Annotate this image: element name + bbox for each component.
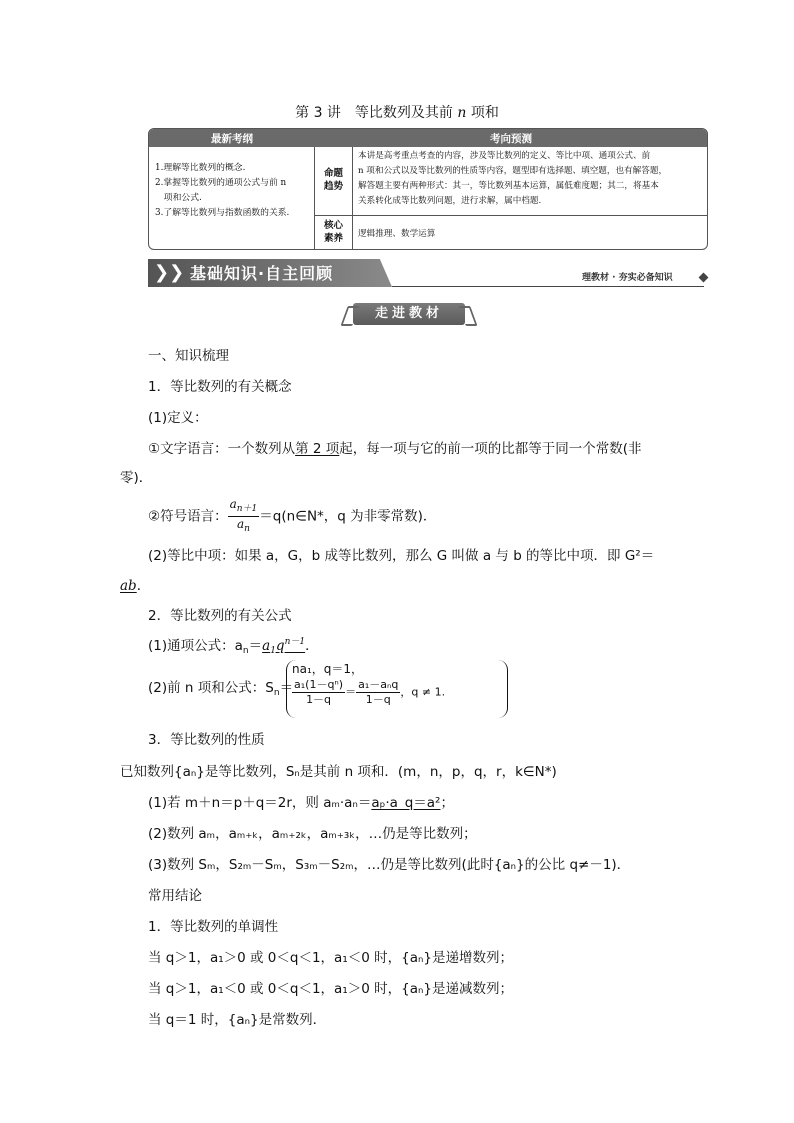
property-intro: 已知数列{aₙ}是等比数列，Sₙ是其前 n 项和．(m，n，p，q，r，k∈N*) xyxy=(120,764,557,780)
heading-common: 常用结论 xyxy=(148,888,202,904)
trend-label: 命题趋势 xyxy=(315,147,353,215)
sum-formula: (2)前 n 项和公式：$S_n=$ xyxy=(148,680,294,698)
trend-line: 解答题主要有两种形式：其一，等比数列基本运算，属低难度题；其二，将基本 xyxy=(358,181,659,191)
monotonic-heading: 1．等比数列的单调性 xyxy=(148,919,279,935)
sum-case-1: na₁，q＝1， xyxy=(292,662,364,676)
section-badge: 走进教材 xyxy=(353,303,465,325)
requirements-list xyxy=(149,147,315,250)
property-3: (3)数列 Sₘ，S₂ₘ－Sₘ，S₃ₘ－S₂ₘ，…仍是等比数列(此时{aₙ}的公比 q≠－1)． xyxy=(148,857,631,873)
text-language: ①文字语言：一个数列从第 2 项起，每一项与它的前一项的比都等于同一个常数(非 xyxy=(148,441,642,457)
banner-subtitle: 理教材 · 夯实必备知识 xyxy=(582,273,673,283)
literacy-text: 逻辑推理、数学运算 xyxy=(358,229,436,239)
monotonic-decreasing: 当 q＞1，a₁＜0 或 0＜q＜1，a₁＞0 时，{aₙ}是递减数列； xyxy=(148,981,513,997)
trend-line: n 项和公式以及等比数列的性质等内容，题型即有选择题、填空题，也有解答题， xyxy=(358,166,668,176)
general-term: (1)通项公式：$a_n=a_1q^{n-1}$． xyxy=(148,637,319,656)
geometric-mean: (2)等比中项：如果 a，G，b 成等比数列，那么 G 叫做 a 与 b 的等比中项．即 G²＝ xyxy=(148,548,655,564)
definition-label: (1)定义： xyxy=(148,410,208,426)
requirement-item: 项和公式. xyxy=(155,193,202,203)
symbol-language: ②符号语言： $\frac{a_{n+1}}{a_n}$ ＝q(n∈N*，q 为非零常数)． xyxy=(148,497,437,534)
heading-knowledge: 一、知识梳理 xyxy=(148,348,229,364)
banner-rule xyxy=(392,286,704,287)
banner-title: 基础知识·自主回顾 xyxy=(190,264,334,283)
trend-line: 关系转化成等比数列问题，进行求解，属中档题. xyxy=(358,196,542,206)
header-left: 最新考纲 xyxy=(211,133,253,145)
banner-arrows-icon: ❯❯ xyxy=(154,262,185,283)
requirement-item: 2.掌握等比数列的通项公式与前 n xyxy=(155,178,287,188)
property-1: (1)若 m＋n＝p＋q＝2r，则 aₘ·aₙ＝aₚ·a_q＝a²； xyxy=(148,795,454,811)
text-language-cont: 零)． xyxy=(120,470,153,486)
page-title: 第 3 讲 等比数列及其前 n 项和 xyxy=(295,105,499,121)
literacy-label: 核心素养 xyxy=(315,215,353,250)
trend-line: 本讲是高考重点考查的内容，涉及等比数列的定义、等比中项、通项公式、前 xyxy=(358,151,651,161)
outline-header xyxy=(149,129,707,147)
trend-text xyxy=(353,147,707,215)
property-2: (2)数列 aₘ，aₘ₊ₖ，aₘ₊₂ₖ，aₘ₊₃ₖ，…仍是等比数列； xyxy=(148,826,477,842)
monotonic-constant: 当 q＝1 时，{aₙ}是常数列． xyxy=(148,1012,327,1028)
heading-concepts: 1．等比数列的有关概念 xyxy=(148,379,292,395)
heading-properties: 3．等比数列的性质 xyxy=(148,732,265,748)
outline-table xyxy=(148,128,708,250)
monotonic-increasing: 当 q＞1，a₁＞0 或 0＜q＜1，a₁＜0 时，{aₙ}是递增数列； xyxy=(148,950,513,966)
sum-case-2: $\frac{\text{a₁(1－qⁿ)}}{1-q}$ ＝ $\frac{\text{a₁－aₙq}}{1-q}$ ，q ≠ 1. xyxy=(294,678,446,706)
diamond-icon xyxy=(699,273,709,283)
header-right: 考向预测 xyxy=(490,133,532,145)
requirement-item: 3.了解等比数列与指数函数的关系. xyxy=(155,208,290,218)
geometric-mean-cont: ab． xyxy=(120,578,151,594)
requirement-item: 1.理解等比数列的概念. xyxy=(155,163,246,173)
heading-formulas: 2．等比数列的有关公式 xyxy=(148,608,292,624)
